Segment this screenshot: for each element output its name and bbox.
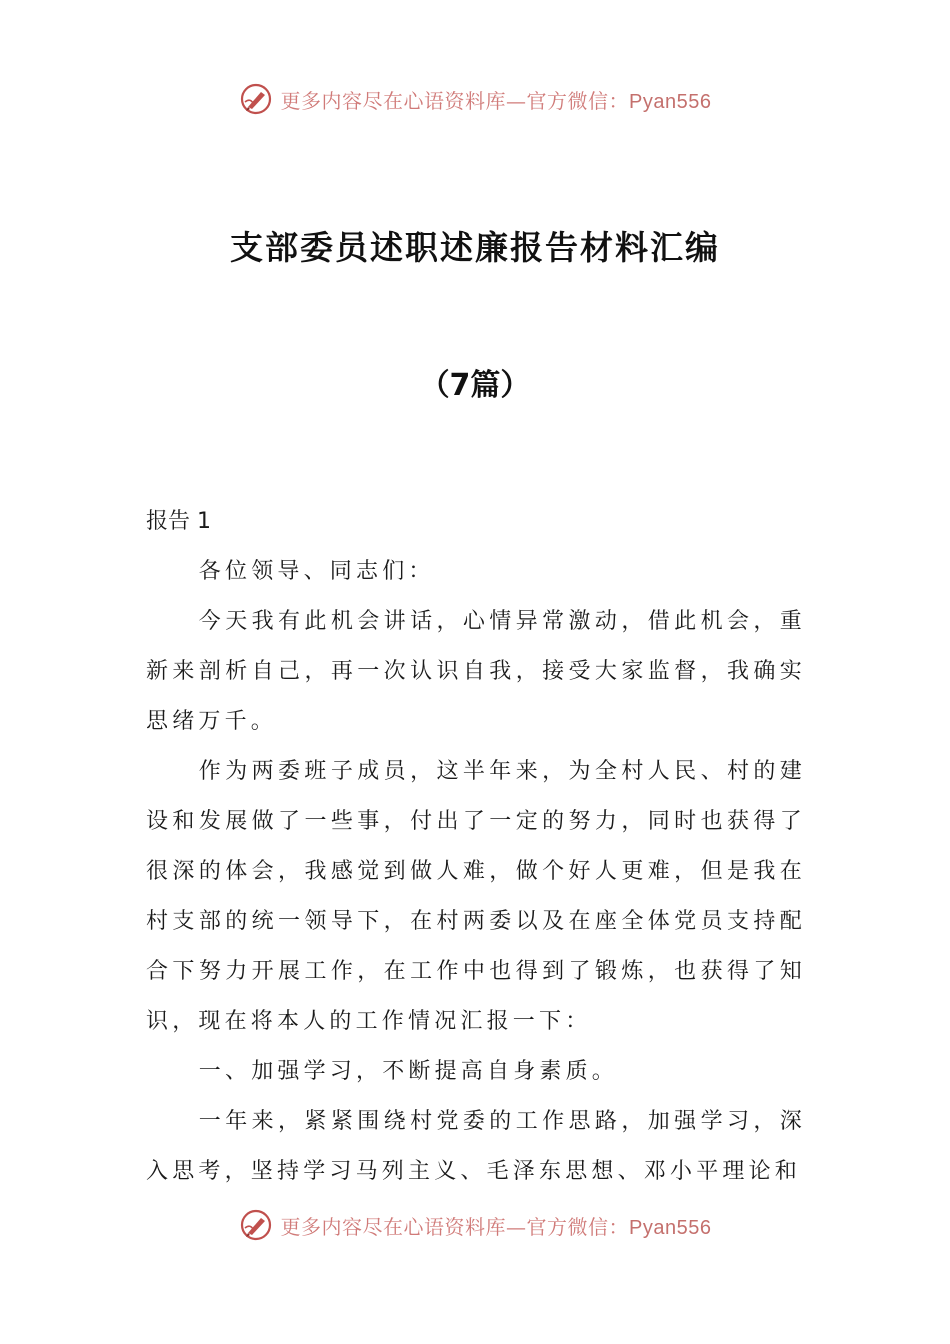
paragraph: 作为两委班子成员，这半年来，为全村人民、村的建设和发展做了一些事，付出了一定的努力，同时也获得了很深的体会，我感觉到做人难，做个好人更难，但是我在村支部的统一领导下，在村两委以及在座全体党员支持配合下努力开展工作，在工作中也得到了锻炼，也获得了知识，现在将本人的工作情况汇报一下： [146, 759, 806, 1034]
watermark-text: 更多内容尽在心语资料库—官方微信：Pyan556 [280, 1214, 712, 1239]
paragraph-heading: 一、加强学习，不断提高自身素质。 [198, 1059, 618, 1084]
header-watermark [0, 82, 950, 116]
section-label: 报告 1 [146, 509, 211, 534]
paragraph: 一年来，紧紧围绕村党委的工作思路，加强学习，深入思考，坚持学习马列主义、毛泽东思想、邓小平理论和 [146, 1109, 806, 1184]
footer-watermark [0, 1208, 950, 1242]
paragraph: 今天我有此机会讲话，心情异常激动，借此机会，重新来剖析自己，再一次认识自我，接受大家监督，我确实思绪万千。 [146, 609, 806, 734]
document-subtitle: （7篇） [419, 368, 531, 403]
pen-logo-icon [239, 1208, 273, 1242]
document-body [146, 497, 806, 1197]
pen-logo-icon [239, 82, 273, 116]
document-title: 支部委员述职述廉报告材料汇编 [230, 228, 720, 267]
paragraph-greeting: 各位领导、同志们： [198, 559, 435, 584]
watermark-text: 更多内容尽在心语资料库—官方微信：Pyan556 [280, 88, 712, 113]
